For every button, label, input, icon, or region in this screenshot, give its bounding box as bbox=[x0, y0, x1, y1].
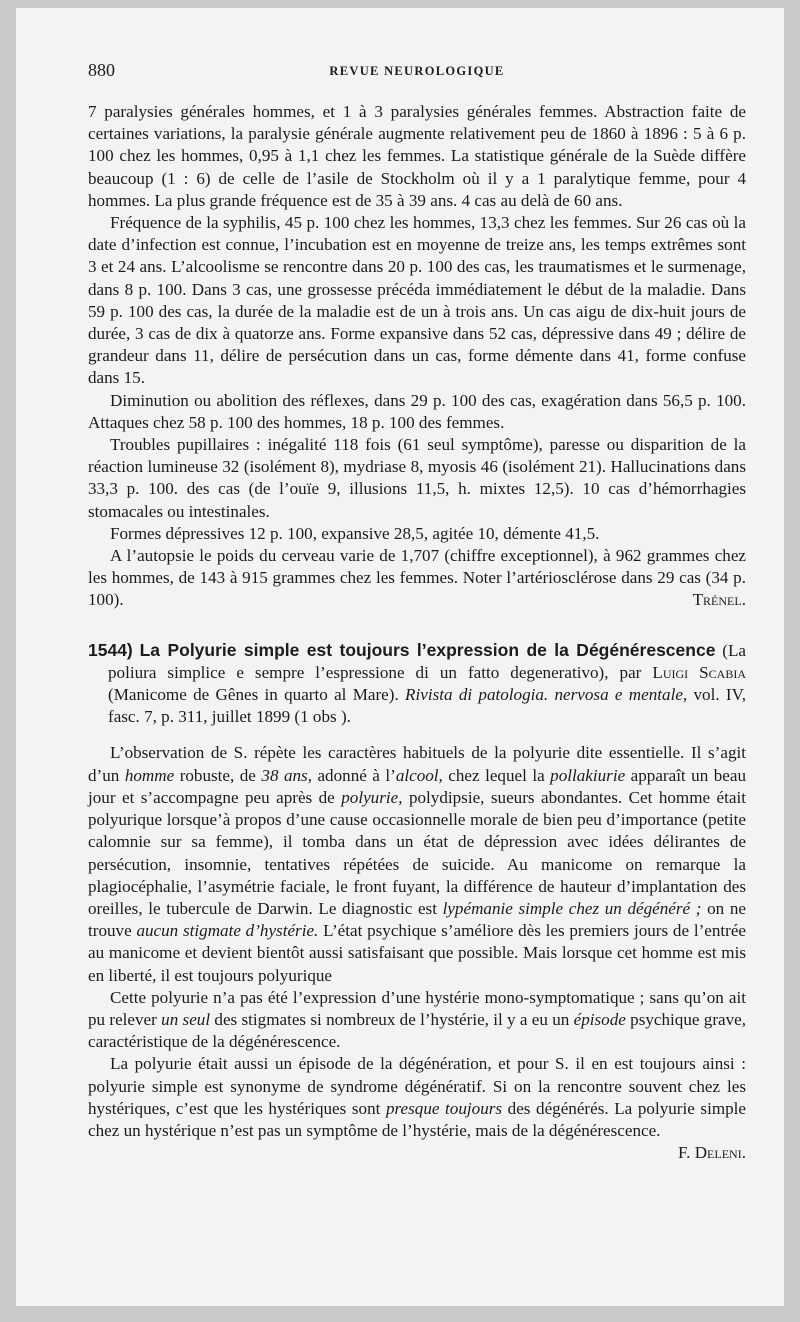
emphasis: polyurie, bbox=[341, 787, 403, 807]
emphasis: un seul bbox=[161, 1009, 211, 1029]
signature: Trénel. bbox=[692, 590, 746, 610]
page bbox=[16, 8, 784, 1306]
paragraph: Fréquence de la syphilis, 45 p. 100 chez les hommes, 13,3 chez les femmes. Sur 26 cas où la date d’infection est connue, l’incubation est en moyenne de treize ans, les temps extrêmes sont 3 et 24 ans. L’alcoolisme se rencontre dans 20 p. 100 des cas, les traumatismes et le surmenage, dans 8 p. 100. Dans 3 cas, une grossesse précéda immédiatement le début de la maladie. Dans 59 p. 100 des cas, la durée de la maladie est de un à trois ans. Un cas aigu de dix-huit jours de durée, 3 cas de dix à quatorze ans. Forme expansive dans 52 cas, dépressive dans 49 ; délire de grandeur dans 11, délire de persécution dans un cas, forme démente dans 41, forme confuse dans 15. bbox=[88, 213, 746, 388]
journal-name: Rivista di patologia. nervosa e mentale, bbox=[405, 685, 688, 705]
citation: vol. IV, fasc. 7, p. 311, juillet 1899 (1 obs ). bbox=[108, 685, 747, 727]
emphasis: alcool, bbox=[395, 765, 443, 785]
emphasis: 38 ans, bbox=[261, 765, 312, 785]
paragraph bbox=[88, 1053, 746, 1163]
section-gap bbox=[88, 728, 746, 742]
text: polydipsie, sueurs abondantes. Cet homme était polyurique lorsque’à propos d’une cause occasionnelle morale de bien peu d’importance (petite calomnie sur sa femme), il tomba dans un état de dépression avec idées délirantes de persécution, insomnie, tentatives répétées de suicide. Au manicome on remarque la plagiocéphalie, l’asymétrie faciale, le front fuyant, la différence de hauteur d’implantation des oreilles, le tubercule de Darwin. Le diagnostic est bbox=[88, 787, 746, 918]
running-head: REVUE NEUROLOGIQUE bbox=[329, 64, 505, 78]
text: robuste, de bbox=[179, 765, 256, 785]
paragraph: Troubles pupillaires : inégalité 118 fois (61 seul symptôme), paresse ou disparition de la réaction lumineuse 32 (isolément 8), mydriase 8, myosis 46 (isolément 21). Hallucinations dans 33,3 p. 100. des cas (de l’ouïe 9, illusions 11,5, h. mixtes 12,5). 10 cas d’hémorrhagies stomacales ou intestinales. bbox=[88, 435, 746, 521]
emphasis: lypémanie simple chez un dégénéré ; bbox=[442, 898, 702, 918]
text: psychique grave, caractéristique de la dégénérescence. bbox=[88, 1009, 747, 1052]
page-header bbox=[88, 60, 746, 84]
section-gap bbox=[88, 612, 746, 639]
abstract-number: 1544) bbox=[88, 639, 133, 660]
emphasis: presque toujours bbox=[385, 1098, 503, 1118]
abstract-title: La Polyurie simple est toujours l’expression de la Dégénérescence bbox=[139, 639, 716, 660]
text: des dégénérés. La polyurie simple chez un hystérique n’est pas un symptôme de l’hystérie, mais de la dégénérescence. bbox=[88, 1098, 746, 1140]
emphasis: pollakiurie bbox=[550, 765, 626, 785]
author-place: (Manicome de Gênes in quarto al Mare). bbox=[108, 685, 399, 705]
author-name: Luigi Scabia bbox=[652, 662, 746, 682]
paragraph bbox=[88, 545, 746, 612]
text: chez lequel la bbox=[448, 765, 545, 785]
text: L’état psychique s’améliore dès les premiers jours de l’entrée au manicome et devient bientôt aussi satisfaisant que possible. Mais lorsque cet homme est mis en liberté, il est toujours polyurique bbox=[88, 921, 747, 985]
signature: F. Deleni. bbox=[678, 1143, 746, 1163]
paragraph: Diminution ou abolition des réflexes, dans 29 p. 100 des cas, exagération dans 56,5 p. 100. Attaques chez 58 p. 100 des hommes, 18 p. 100 des femmes. bbox=[88, 390, 746, 432]
text: La polyurie était aussi un épisode de la dégénération, et pour S. il en est toujours ainsi : polyurie simple est synonyme de syndrome dégénératif. Si on la rencontre souvent chez les hystériques, c’est que les hystériques sont bbox=[88, 1054, 746, 1118]
paragraph: Formes dépressives 12 p. 100, expansive 28,5, agitée 10, démente 41,5. bbox=[110, 523, 600, 543]
text: on ne trouve bbox=[88, 898, 746, 941]
title-translation: (La poliura simplice e sempre l’espressione di un fatto degenerativo), par bbox=[108, 640, 747, 682]
text: adonné à l’ bbox=[317, 765, 396, 785]
text: apparaît un beau jour et s’accompagne peu après de bbox=[88, 765, 746, 807]
text: L’observation de S. répète les caractères habituels de la polyurie dite essentielle. Il s’agit d’un bbox=[88, 743, 746, 785]
page-number: 880 bbox=[88, 60, 115, 80]
paragraph bbox=[88, 987, 746, 1054]
paragraph bbox=[88, 742, 746, 986]
paragraph: 7 paralysies générales hommes, et 1 à 3 paralysies générales femmes. Abstraction faite de certaines variations, la paralysie générale augmente relativement peu de 1860 à 1896 : 5 à 6 p. 100 chez les hommes, 0,95 à 1,1 chez les femmes. La statistique générale de la Suède diffère beaucoup (1 : 6) de celle de l’asile de Stockholm où il y a 1 paralytique femme, pour 4 hommes. La plus grande fréquence est de 35 à 39 ans. 4 cas au delà de 60 ans. bbox=[88, 102, 746, 210]
text: des stigmates si nombreux de l’hystérie, il y a eu un bbox=[214, 1009, 570, 1029]
emphasis: aucun stigmate d’hystérie. bbox=[136, 921, 319, 941]
emphasis: épisode bbox=[573, 1009, 626, 1029]
abstract-reference bbox=[88, 639, 746, 729]
text: Cette polyurie n’a pas été l’expression d’une hystérie mono-symptomatique ; sans qu’on ait pu relever bbox=[88, 987, 746, 1029]
emphasis: homme bbox=[124, 765, 175, 785]
article-body bbox=[88, 101, 746, 1164]
paragraph-text: A l’autopsie le poids du cerveau varie de 1,707 (chiffre exceptionnel), à 962 grammes chez les hommes, de 143 à 915 grammes chez les femmes. Noter l’artériosclérose dans 29 cas (34 p. 100). bbox=[88, 546, 746, 610]
